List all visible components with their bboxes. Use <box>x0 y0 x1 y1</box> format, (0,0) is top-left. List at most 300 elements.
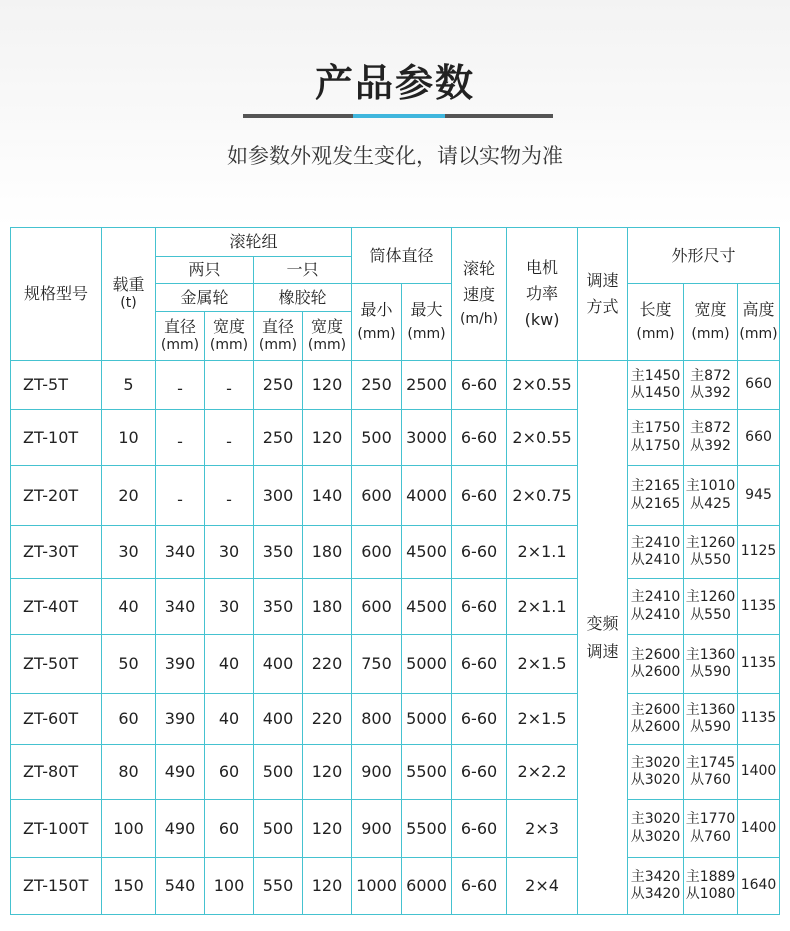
cell-motor-power-value: 2×1.5 <box>517 654 567 673</box>
cell-length-sub: 从2410 <box>630 606 681 623</box>
cell-barrel-max <box>402 694 452 745</box>
cell-rubber-diameter <box>254 858 303 915</box>
cell-height-value: 1135 <box>740 655 777 672</box>
cell-width-sub: 从550 <box>690 606 731 623</box>
header-width <box>684 284 738 361</box>
cell-load <box>102 858 156 915</box>
cell-length-main: 主3020 <box>630 754 681 771</box>
cell-load <box>102 635 156 694</box>
cell-metal-diameter-value: - <box>177 379 183 398</box>
cell-height-value: 660 <box>745 376 772 393</box>
cell-model-value: ZT-60T <box>23 709 79 728</box>
cell-barrel-min <box>352 694 402 745</box>
cell-metal-width <box>205 361 254 410</box>
cell-barrel-min <box>352 410 402 466</box>
page-title: 产品参数 <box>314 61 475 105</box>
header-min <box>352 284 402 361</box>
header-height-label: 高度 <box>742 300 775 320</box>
cell-metal-diameter <box>156 579 205 635</box>
cell-width <box>684 635 738 694</box>
header-load-label: 载重 <box>112 275 145 295</box>
cell-width-main: 主1360 <box>685 701 736 718</box>
cell-length-sub: 从2600 <box>630 719 681 735</box>
cell-barrel-min-value: 800 <box>361 709 392 728</box>
cell-load-value: 20 <box>118 485 139 505</box>
cell-rubber-width <box>303 745 352 800</box>
cell-rubber-diameter <box>254 635 303 694</box>
cell-barrel-max-value: 5500 <box>406 818 447 838</box>
cell-rubber-width-value: 120 <box>311 876 343 895</box>
cell-barrel-min-value: 900 <box>361 818 392 838</box>
cell-width <box>684 466 738 526</box>
header-rubber-width-label: 宽度 <box>311 317 344 337</box>
header-length-label: 长度 <box>639 300 672 320</box>
cell-metal-width-value: 30 <box>218 542 240 561</box>
header-one: 一只 <box>254 257 352 284</box>
cell-motor-power <box>507 635 578 694</box>
header-metal-diameter-unit: (mm) <box>160 337 200 354</box>
cell-length-main: 主3020 <box>630 811 681 827</box>
cell-metal-width <box>205 410 254 466</box>
cell-metal-width-value: 60 <box>218 762 240 781</box>
cell-rubber-width-value: 120 <box>311 762 343 781</box>
cell-metal-diameter <box>156 526 205 579</box>
cell-roller-speed <box>452 745 507 800</box>
cell-model-value: ZT-10T <box>23 427 79 447</box>
header-rubber-diameter <box>254 312 303 361</box>
cell-length <box>628 745 684 800</box>
cell-width <box>684 361 738 410</box>
cell-roller-speed-value: 6-60 <box>460 818 498 838</box>
cell-rubber-width <box>303 579 352 635</box>
cell-motor-power-value: 2×1.1 <box>517 542 567 561</box>
cell-load <box>102 745 156 800</box>
header-rubber-width <box>303 312 352 361</box>
cell-length-sub: 从2600 <box>630 664 681 680</box>
cell-motor-power <box>507 526 578 579</box>
cell-length <box>628 579 684 635</box>
cell-rubber-width <box>303 694 352 745</box>
cell-load-value: 40 <box>118 596 139 616</box>
cell-barrel-min-value: 1000 <box>356 876 397 895</box>
cell-load-value: 80 <box>118 762 139 781</box>
cell-barrel-max <box>402 526 452 579</box>
cell-barrel-max-value: 5000 <box>406 654 447 673</box>
header-length <box>628 284 684 361</box>
cell-barrel-max-value: 5000 <box>406 709 447 728</box>
cell-length-sub: 从1750 <box>630 437 681 454</box>
cell-height <box>738 694 780 745</box>
cell-length-main: 主2600 <box>630 646 681 663</box>
cell-rubber-diameter-value: 400 <box>262 709 294 728</box>
header-load <box>102 228 156 361</box>
cell-load-value: 150 <box>113 876 144 895</box>
cell-metal-diameter-value: 540 <box>164 876 196 895</box>
cell-barrel-min-value: 600 <box>361 542 392 561</box>
header-roller-speed-unit: (m/h) <box>459 311 499 328</box>
cell-barrel-min <box>352 858 402 915</box>
header-height-unit: (mm) <box>739 326 778 343</box>
cell-metal-diameter-value: 390 <box>164 709 196 728</box>
cell-motor-power <box>507 800 578 858</box>
cell-rubber-diameter-value: 250 <box>262 427 294 447</box>
header-adjust-method <box>578 228 628 361</box>
header-metal-width-unit: (mm) <box>209 337 249 354</box>
header-rubber-diameter-label: 直径 <box>261 317 294 337</box>
header-barrel-diameter: 筒体直径 <box>352 228 452 284</box>
cell-height-value: 1125 <box>740 543 777 560</box>
cell-barrel-max-value: 4500 <box>406 596 447 616</box>
cell-rubber-width-value: 140 <box>311 485 343 505</box>
cell-height-value: 1135 <box>740 710 777 727</box>
cell-model <box>11 579 102 635</box>
cell-roller-speed-value: 6-60 <box>460 709 498 728</box>
cell-rubber-width <box>303 858 352 915</box>
cell-width-main: 主1889 <box>685 868 736 885</box>
cell-height <box>738 800 780 858</box>
cell-model-value: ZT-80T <box>23 762 79 781</box>
cell-metal-width <box>205 858 254 915</box>
cell-roller-speed-value: 6-60 <box>460 427 498 447</box>
cell-rubber-diameter-value: 550 <box>262 876 294 895</box>
cell-metal-width-value: 100 <box>213 876 245 895</box>
cell-barrel-max <box>402 410 452 466</box>
cell-height-value: 945 <box>745 486 772 503</box>
table-row <box>11 800 780 858</box>
header-rubber-wheel: 橡胶轮 <box>254 284 352 312</box>
cell-length-main: 主2600 <box>630 701 681 718</box>
cell-width <box>684 526 738 579</box>
cell-rubber-width-value: 120 <box>311 818 343 838</box>
cell-barrel-min <box>352 526 402 579</box>
cell-metal-width <box>205 579 254 635</box>
header-model: 规格型号 <box>11 228 102 361</box>
cell-width-main: 主1010 <box>685 478 736 494</box>
cell-barrel-max <box>402 466 452 526</box>
header-min-unit: (mm) <box>357 326 396 343</box>
cell-roller-speed-value: 6-60 <box>460 762 498 781</box>
cell-load <box>102 800 156 858</box>
cell-barrel-max <box>402 361 452 410</box>
cell-metal-width <box>205 466 254 526</box>
header-roller-speed-1: 滚轮 <box>463 259 496 279</box>
cell-barrel-min <box>352 466 402 526</box>
cell-width-main: 主872 <box>690 420 731 436</box>
cell-metal-diameter-value: 390 <box>164 654 196 673</box>
cell-length <box>628 466 684 526</box>
header-motor-unit: (kw) <box>524 310 560 329</box>
header-two: 两只 <box>156 257 254 284</box>
cell-roller-speed <box>452 858 507 915</box>
cell-length-sub: 从3420 <box>630 886 681 902</box>
cell-metal-diameter-value: 490 <box>164 818 196 838</box>
cell-rubber-diameter <box>254 410 303 466</box>
cell-model <box>11 410 102 466</box>
cell-barrel-min <box>352 745 402 800</box>
cell-rubber-diameter-value: 350 <box>262 542 294 561</box>
cell-width <box>684 410 738 466</box>
cell-barrel-max <box>402 800 452 858</box>
cell-metal-diameter <box>156 361 205 410</box>
cell-width-main: 主1770 <box>685 811 736 827</box>
cell-rubber-diameter-value: 400 <box>262 654 294 673</box>
cell-load <box>102 466 156 526</box>
cell-motor-power <box>507 361 578 410</box>
cell-width <box>684 579 738 635</box>
cell-rubber-width <box>303 361 352 410</box>
cell-barrel-max-value: 2500 <box>406 375 447 394</box>
cell-roller-speed-value: 6-60 <box>460 375 498 394</box>
cell-width-sub: 从760 <box>690 772 731 788</box>
header-motor-power <box>507 228 578 361</box>
cell-load-value: 60 <box>118 709 139 728</box>
cell-barrel-min-value: 500 <box>361 427 392 447</box>
cell-rubber-width-value: 180 <box>311 596 343 616</box>
cell-motor-power-value: 2×0.55 <box>512 375 572 394</box>
cell-motor-power-value: 2×0.55 <box>512 427 572 447</box>
cell-barrel-min-value: 900 <box>361 762 392 781</box>
cell-load-value: 100 <box>113 818 144 838</box>
cell-width-sub: 从392 <box>690 385 731 401</box>
cell-rubber-width-value: 220 <box>311 654 343 673</box>
cell-rubber-width-value: 120 <box>311 375 343 394</box>
spec-table-body <box>11 361 780 915</box>
cell-length-sub: 从3020 <box>630 772 681 788</box>
cell-height <box>738 579 780 635</box>
cell-metal-diameter-value: - <box>177 489 183 509</box>
cell-metal-diameter-value: 490 <box>164 762 196 781</box>
cell-rubber-width <box>303 800 352 858</box>
cell-width-sub: 从392 <box>690 437 731 454</box>
adjust-method-line-2: 调速 <box>586 641 619 661</box>
cell-load-value: 10 <box>118 427 139 447</box>
cell-rubber-diameter <box>254 579 303 635</box>
header-width-unit: (mm) <box>691 326 730 343</box>
cell-motor-power <box>507 694 578 745</box>
cell-height <box>738 410 780 466</box>
cell-roller-speed <box>452 579 507 635</box>
cell-metal-width-value: - <box>226 379 232 398</box>
header-max-unit: (mm) <box>407 326 446 343</box>
cell-metal-width <box>205 800 254 858</box>
cell-roller-speed-value: 6-60 <box>460 485 498 505</box>
cell-motor-power-value: 2×3 <box>525 818 559 838</box>
header-width-label: 宽度 <box>694 300 727 320</box>
cell-rubber-diameter <box>254 361 303 410</box>
cell-rubber-width-value: 180 <box>311 542 343 561</box>
cell-length-sub: 从3020 <box>630 828 681 845</box>
cell-barrel-max-value: 4000 <box>406 485 447 505</box>
cell-load-value: 50 <box>118 654 139 673</box>
cell-width-sub: 从550 <box>690 552 731 568</box>
cell-width-sub: 从590 <box>690 664 731 680</box>
spec-table <box>10 227 780 915</box>
cell-metal-diameter-value: - <box>177 431 183 451</box>
header-min-label: 最小 <box>360 300 393 320</box>
header-metal-diameter <box>156 312 205 361</box>
cell-length-main: 主2410 <box>630 534 681 551</box>
header-metal-wheel: 金属轮 <box>156 284 254 312</box>
cell-height-value: 660 <box>745 428 772 445</box>
adjust-method-line-1: 变频 <box>586 613 619 633</box>
cell-rubber-width-value: 120 <box>311 427 343 447</box>
cell-motor-power <box>507 410 578 466</box>
header-motor-1: 电机 <box>526 258 559 277</box>
cell-rubber-diameter <box>254 745 303 800</box>
cell-metal-width <box>205 745 254 800</box>
cell-roller-speed <box>452 694 507 745</box>
cell-model-value: ZT-20T <box>23 485 79 505</box>
header-motor-2: 功率 <box>526 284 559 303</box>
cell-length <box>628 526 684 579</box>
cell-metal-diameter <box>156 745 205 800</box>
table-row <box>11 526 780 579</box>
cell-barrel-max-value: 6000 <box>406 876 447 895</box>
cell-metal-width <box>205 526 254 579</box>
cell-rubber-diameter <box>254 694 303 745</box>
cell-height <box>738 635 780 694</box>
cell-length-main: 主1450 <box>630 367 681 384</box>
cell-length-main: 主1750 <box>630 420 681 436</box>
cell-width-sub: 从425 <box>690 495 731 512</box>
cell-load <box>102 361 156 410</box>
cell-length <box>628 410 684 466</box>
cell-load <box>102 579 156 635</box>
cell-height-value: 1400 <box>740 819 777 836</box>
cell-barrel-min-value: 750 <box>361 654 392 673</box>
cell-metal-width-value: 30 <box>218 596 240 616</box>
cell-load <box>102 410 156 466</box>
cell-barrel-min-value: 250 <box>361 375 392 394</box>
cell-height-value: 1135 <box>740 597 777 614</box>
cell-roller-speed <box>452 410 507 466</box>
cell-barrel-max <box>402 579 452 635</box>
cell-model <box>11 361 102 410</box>
cell-motor-power-value: 2×4 <box>525 876 559 895</box>
cell-width-sub: 从760 <box>690 828 731 845</box>
table-row <box>11 410 780 466</box>
cell-load-value: 5 <box>123 375 134 394</box>
cell-metal-diameter <box>156 466 205 526</box>
cell-rubber-width <box>303 635 352 694</box>
cell-height <box>738 466 780 526</box>
cell-rubber-diameter <box>254 466 303 526</box>
header-outer-dims: 外形尺寸 <box>628 228 780 284</box>
cell-roller-speed <box>452 526 507 579</box>
cell-height <box>738 361 780 410</box>
cell-height <box>738 858 780 915</box>
cell-rubber-diameter-value: 500 <box>262 818 294 838</box>
table-row <box>11 635 780 694</box>
cell-metal-diameter <box>156 694 205 745</box>
cell-width <box>684 858 738 915</box>
cell-length <box>628 694 684 745</box>
cell-barrel-max-value: 3000 <box>406 427 447 447</box>
title-divider-accent <box>353 114 445 118</box>
cell-motor-power <box>507 745 578 800</box>
cell-barrel-max-value: 4500 <box>406 542 447 561</box>
cell-width <box>684 800 738 858</box>
cell-metal-width-value: - <box>226 489 232 509</box>
cell-width <box>684 745 738 800</box>
header-metal-width <box>205 312 254 361</box>
cell-barrel-min-value: 600 <box>361 485 392 505</box>
cell-width-sub: 从590 <box>690 719 731 735</box>
cell-width-main: 主1260 <box>685 589 736 605</box>
cell-width-main: 主1360 <box>685 646 736 663</box>
cell-length <box>628 635 684 694</box>
cell-width-sub: 从1080 <box>685 886 736 902</box>
table-row <box>11 579 780 635</box>
cell-motor-power-value: 2×0.75 <box>512 485 572 505</box>
cell-barrel-min <box>352 635 402 694</box>
table-row <box>11 745 780 800</box>
cell-adjust-method <box>578 361 628 915</box>
cell-model-value: ZT-30T <box>23 542 79 561</box>
cell-width <box>684 694 738 745</box>
header-metal-width-label: 宽度 <box>212 317 245 337</box>
cell-rubber-diameter-value: 350 <box>262 596 294 616</box>
cell-rubber-width <box>303 466 352 526</box>
cell-load-value: 30 <box>118 542 139 561</box>
cell-model-value: ZT-150T <box>23 876 89 895</box>
cell-roller-speed <box>452 361 507 410</box>
cell-metal-width-value: 60 <box>218 818 240 838</box>
header-roller-group: 滚轮组 <box>156 228 352 257</box>
cell-height <box>738 526 780 579</box>
cell-metal-width-value: - <box>226 431 232 451</box>
table-row <box>11 694 780 745</box>
cell-model <box>11 800 102 858</box>
cell-barrel-min <box>352 800 402 858</box>
cell-height <box>738 745 780 800</box>
cell-metal-diameter <box>156 635 205 694</box>
cell-rubber-diameter <box>254 526 303 579</box>
cell-load <box>102 526 156 579</box>
header-max-label: 最大 <box>410 300 443 320</box>
cell-height-value: 1400 <box>740 763 777 780</box>
cell-width-main: 主1745 <box>685 754 736 771</box>
header-height <box>738 284 780 361</box>
cell-model <box>11 635 102 694</box>
cell-rubber-width <box>303 526 352 579</box>
cell-length-sub: 从1450 <box>630 385 681 401</box>
cell-barrel-min <box>352 579 402 635</box>
cell-metal-diameter <box>156 800 205 858</box>
cell-metal-diameter-value: 340 <box>164 596 196 616</box>
cell-length-main: 主2165 <box>630 478 681 494</box>
header-max <box>402 284 452 361</box>
cell-roller-speed <box>452 635 507 694</box>
cell-width-main: 主1260 <box>685 534 736 551</box>
cell-roller-speed <box>452 800 507 858</box>
cell-motor-power-value: 2×1.1 <box>517 596 567 616</box>
cell-model-value: ZT-100T <box>23 818 89 838</box>
table-row <box>11 361 780 410</box>
cell-width-main: 主872 <box>690 367 731 384</box>
header-roller-speed-2: 速度 <box>463 285 496 305</box>
cell-rubber-width <box>303 410 352 466</box>
cell-length <box>628 361 684 410</box>
header-metal-diameter-label: 直径 <box>163 317 196 337</box>
header-load-unit: (t) <box>120 295 137 312</box>
cell-roller-speed-value: 6-60 <box>460 542 498 561</box>
cell-length <box>628 800 684 858</box>
cell-roller-speed-value: 6-60 <box>460 654 498 673</box>
cell-model-value: ZT-40T <box>23 596 79 616</box>
cell-barrel-max <box>402 635 452 694</box>
cell-barrel-min <box>352 361 402 410</box>
